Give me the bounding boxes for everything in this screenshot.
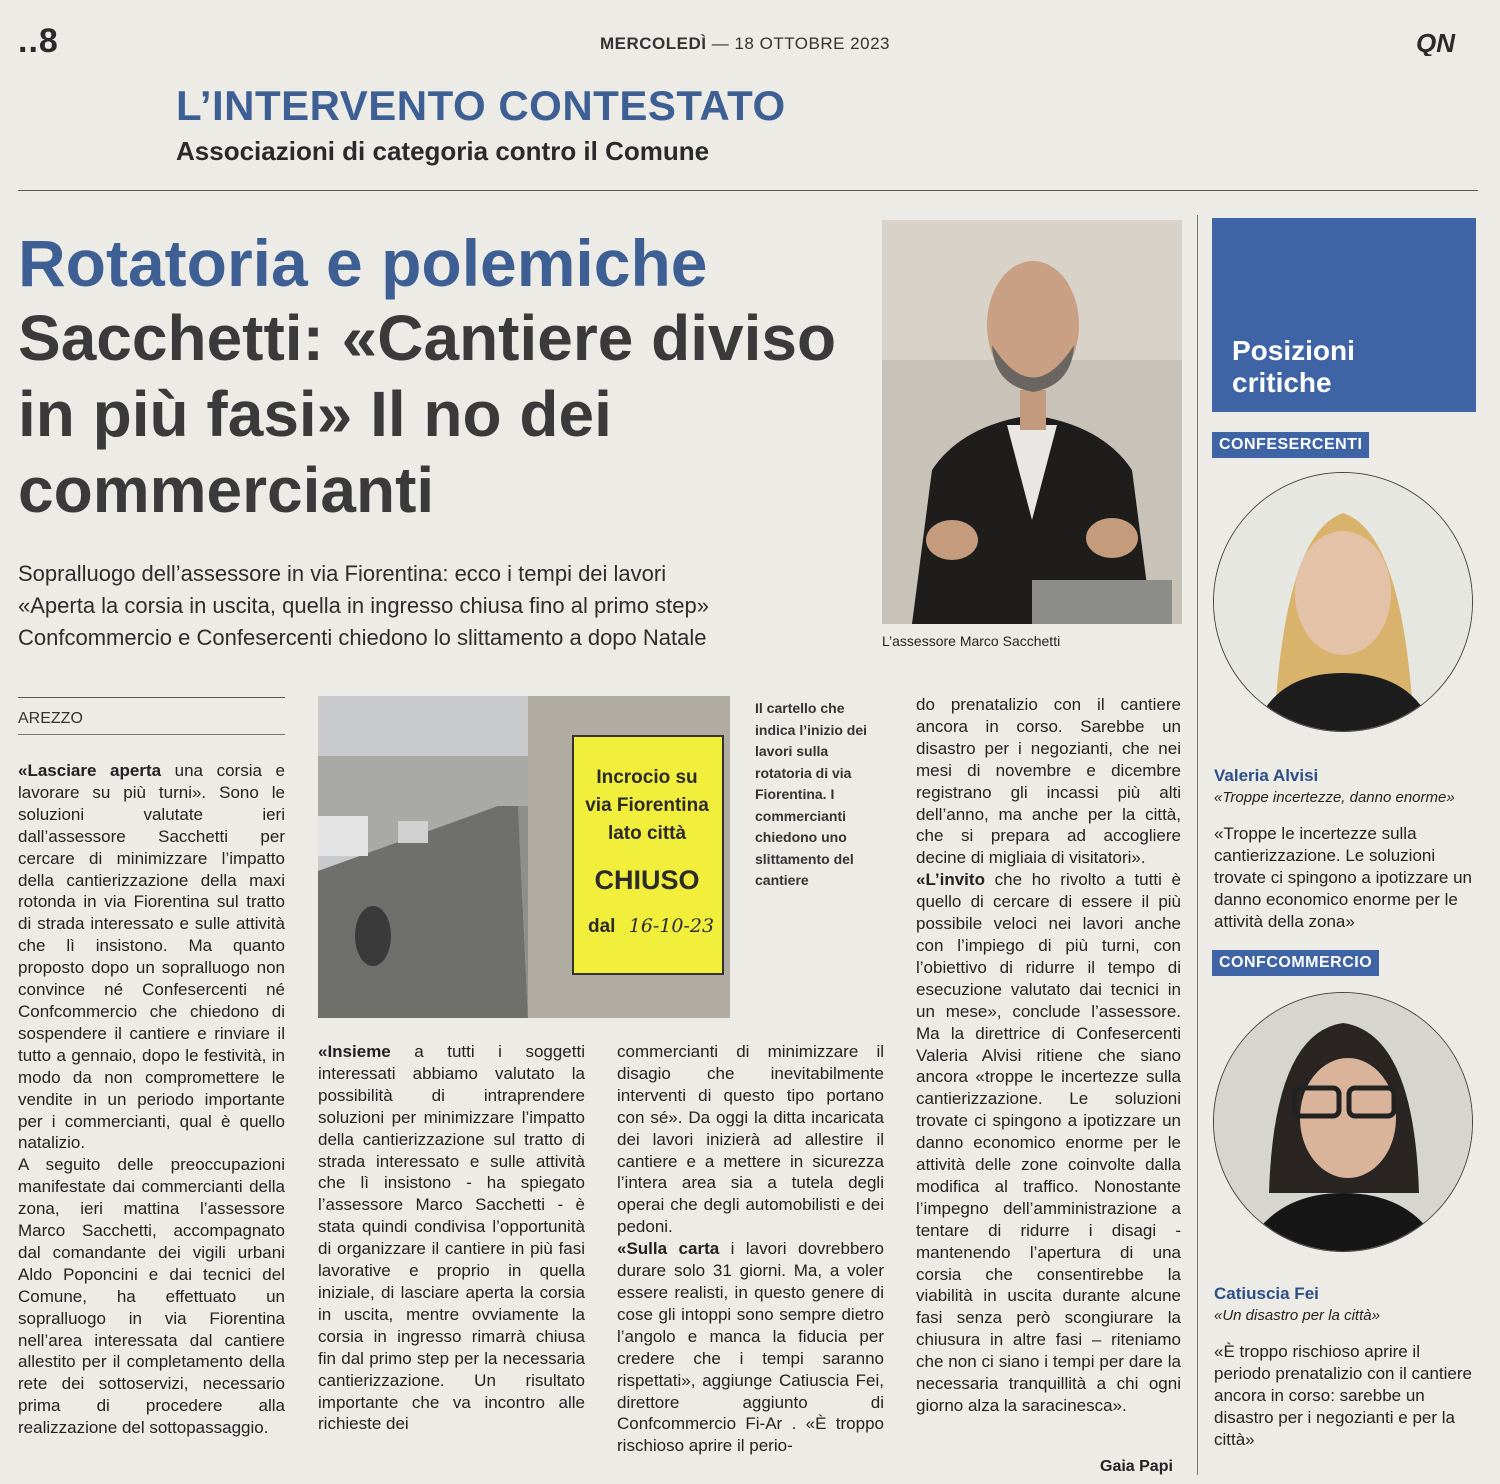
column-4 bbox=[916, 694, 1181, 1417]
qn-logo bbox=[1416, 30, 1476, 56]
page-date: — 18 OTTOBRE 2023 bbox=[711, 34, 890, 53]
column-1 bbox=[18, 760, 285, 1439]
column-3 bbox=[617, 1041, 884, 1457]
article-byline: Gaia Papi bbox=[1100, 1458, 1173, 1475]
qn-logo-text: QN bbox=[1416, 30, 1455, 56]
col1-lead: «Lasciare aperta bbox=[18, 761, 162, 780]
col2-text-1: a tutti i soggetti interessati abbiamo valutato la possibilità di intraprendere soluzioni per minimizzare l’impatto della cantierizzazione sul tratto di strada interessato e sulle attività che lì insistono - ha spiegato l’assessore Marco Sacchetti - è stata quindi condivisa l’opportunità di organizzare il cantiere in più fasi lavorative e proprio in quella iniziale, di lasciare aperta la corsia in uscita, mentre ovviamente la corsia in ingresso rimarrà chiusa fin dal primo step per la necessaria cantierizzazione. Un risultato importante che va incontro alle richieste dei bbox=[318, 1042, 585, 1434]
col4-text-2: che ho rivolto a tutti è quello di cercare di essere il più possibile veloci nei lavori anche con l’impiego di più turni, con l’obiettivo di ridurre il tempo di esecuzione valutato dai tecnici in un mese», conclude l’assessore. Ma la direttrice di Confesercenti Valeria Alvisi ritiene che siano ancora «troppe le incertezze sulla cantierizzazione. Le soluzioni trovate ci spingono a ipotizzare un danno economico enorme per le attività delle zone coinvolte dalla modifica al traffico. Nonostante l’impegno dell’amministrazione a tentare di ridurre i disagi - mantenendo l’apertura di una corsia che consentirebbe la viabilità in uscita durante alcune fasi senza però scongiurare la chiusura in altre fasi – riteniamo che non ci siano i tempi per dare la necessaria tranquillità a chi ogni giorno alza la saracinesca». bbox=[916, 870, 1181, 1415]
name-fei: Catiuscia Fei bbox=[1214, 1284, 1319, 1303]
section-subtitle: Associazioni di categoria contro il Comune bbox=[176, 136, 710, 166]
sidebar-rule bbox=[1197, 215, 1198, 1475]
column-2 bbox=[318, 1041, 585, 1435]
assessore-photo-illustration bbox=[882, 220, 1182, 624]
sign-dal: dal bbox=[588, 916, 616, 937]
col3-para-2 bbox=[617, 1238, 884, 1457]
portrait-fei bbox=[1213, 992, 1473, 1252]
tag-confesercenti: CONFESERCENTI bbox=[1212, 432, 1369, 458]
sidebar-title bbox=[1232, 335, 1355, 399]
quote-alvisi: «Troppe le incertezze sulla cantierizzazione. Le soluzioni trovate ci spingono a ipotizzare un danno economico enorme per le attività della zona» bbox=[1214, 824, 1472, 931]
dateline-rule bbox=[18, 697, 285, 698]
page-day: MERCOLEDÌ bbox=[600, 34, 707, 53]
article-dateline: AREZZO bbox=[18, 710, 83, 727]
sign-line-2: via Fiorentina bbox=[585, 795, 709, 816]
sidebar-title-line-2: critiche bbox=[1232, 367, 1332, 398]
sign-line-3: lato città bbox=[607, 823, 687, 844]
name-alvisi: Valeria Alvisi bbox=[1214, 766, 1319, 785]
col4-para-2 bbox=[916, 869, 1181, 1417]
sign-line-1: Incrocio su bbox=[596, 767, 698, 788]
quote-title-alvisi: «Troppe incertezze, danno enorme» bbox=[1214, 789, 1455, 806]
street-photo-caption: Il cartello che indica l’inizio dei lavori sulla rotatoria di via Fiorentina. I commercianti chiedono uno slittamento del cantiere bbox=[755, 700, 868, 888]
col2-para-1 bbox=[318, 1041, 585, 1435]
col1-para-1 bbox=[18, 760, 285, 1154]
section-title: L’INTERVENTO CONTESTATO bbox=[176, 82, 786, 129]
portrait-fei-illustration bbox=[1214, 993, 1472, 1251]
headline-main: Sacchetti: «Cantiere diviso in più fasi» Il no dei commercianti bbox=[18, 302, 837, 526]
sign-line-5 bbox=[572, 912, 722, 941]
tag-confcommercio: CONFCOMMERCIO bbox=[1212, 950, 1379, 976]
portrait-alvisi bbox=[1213, 472, 1473, 732]
article-deck bbox=[18, 558, 878, 654]
dateline-rule-bottom bbox=[18, 734, 285, 735]
col1-para-2: A seguito delle preoccupazioni manifestate dai commercianti della zona, ieri mattina l’assessore Marco Sacchetti, accompagnato dal comandante dei vigili urbani Aldo Poponcini e dai tecnici del Comune, ha effettuato un sopralluogo in via Fiorentina nell’area interessata dal cantiere allestito per il completamento della rete dei sottoservizi, necessario prima di procedere alla realizzazione del sottopassaggio. bbox=[18, 1155, 285, 1438]
header-divider bbox=[18, 190, 1478, 191]
sidebar-title-line-1: Posizioni bbox=[1232, 335, 1355, 366]
sign-line-4: CHIUSO bbox=[594, 865, 700, 895]
col3-lead: «Sulla carta bbox=[617, 1239, 720, 1259]
quote-title-fei: «Un disastro per la città» bbox=[1214, 1307, 1380, 1324]
quote-fei: «È troppo rischioso aprire il periodo prenatalizio con il cantiere ancora in corso: sarebbe un disastro per i negozianti e per la città» bbox=[1214, 1342, 1472, 1449]
sign-text bbox=[572, 738, 722, 941]
deck-line-2: «Aperta la corsia in uscita, quella in ingresso chiusa fino al primo step» bbox=[18, 593, 709, 618]
page-number: ..8 bbox=[18, 22, 59, 60]
sign-date: 16-10-23 bbox=[628, 915, 715, 937]
deck-line-1: Sopralluogo dell’assessore in via Fiorentina: ecco i tempi dei lavori bbox=[18, 561, 667, 586]
portrait-alvisi-illustration bbox=[1214, 473, 1472, 731]
col3-text-2: i lavori dovrebbero durare solo 31 giorni. Ma, a voler essere realisti, in questo genere di cose gli intoppi sono sempre dietro l’angolo e manca la fiducia per credere che i tempi saranno rispettati», aggiunge Catiuscia Fei, direttore aggiunto di Confcommercio Fi-Ar . «È troppo rischioso aprire il perio- bbox=[617, 1239, 884, 1456]
col3-para-1: commercianti di minimizzare il disagio che inevitabilmente interventi di questo tipo portano con sé». Da oggi la ditta incaricata dei lavori inizierà ad allestire il cantiere e a mettere in sicurezza l’intera area sia a tutela degli operai che degli automobilisti e dei pedoni. bbox=[617, 1042, 884, 1237]
col4-para-1: do prenatalizio con il cantiere ancora in corso. Sarebbe un disastro per i negozianti, che nei mesi di novembre e dicembre registrano gli incassi più alti dell’anno, ma anche per la città, che si prepara ad accogliere decine di migliaia di visitatori». bbox=[916, 695, 1181, 868]
headline-kicker: Rotatoria e polemiche bbox=[18, 226, 708, 300]
col4-lead: «L’invito bbox=[916, 870, 985, 890]
deck-line-3: Confcommercio e Confesercenti chiedono lo slittamento a dopo Natale bbox=[18, 625, 707, 650]
page-dateline bbox=[600, 34, 890, 54]
col2-lead: «Insieme bbox=[318, 1042, 391, 1061]
assessore-photo bbox=[882, 220, 1182, 624]
col1-text-1: una corsia e lavorare su più turni». Sono le soluzioni valutate ieri dall’assessore Sacchetti per cercare di minimizzare l’impatto della cantierizzazione della maxi rotonda in via Fiorentina sul tratto di strada interessato e sulle attività che lì insistono. Ma quanto proposto dopo un sopralluogo non convince né Confesercenti né Confcommercio che chiedono di sospendere il cantiere e rinviare il tutto a gennaio, dopo le festività, in modo da non compromettere le vendite in un periodo importante per i commercianti, qual è quello natalizio. bbox=[18, 761, 285, 1153]
photo-caption: L’assessore Marco Sacchetti bbox=[882, 633, 1061, 649]
